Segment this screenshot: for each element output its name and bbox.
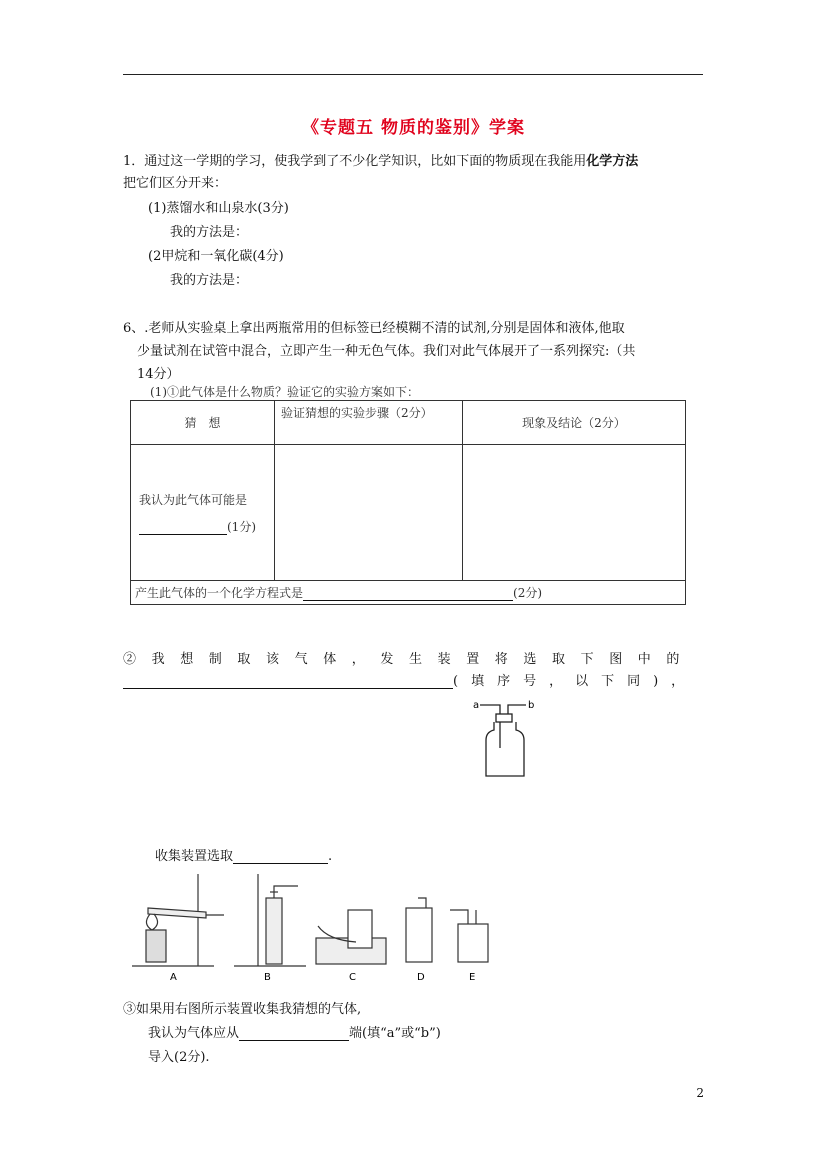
equation-score: (2分) <box>513 586 543 600</box>
apparatus-label-b: B <box>264 972 271 983</box>
q6-sub3-text-b: 端(填“a”或“b”) <box>349 1026 441 1041</box>
q6-sub1: (1)①此气体是什么物质？验证它的实验方案如下： <box>150 385 419 399</box>
bottle-label-b: b <box>528 700 535 711</box>
q6-sub3-line1: ③如果用右图所示装置收集我猜想的气体, <box>123 1002 362 1017</box>
apparatus-diagram <box>128 868 498 984</box>
inlet-blank[interactable] <box>239 1040 349 1041</box>
apparatus-label-c: C <box>349 972 356 983</box>
guess-blank[interactable] <box>139 534 227 535</box>
gas-bottle-diagram <box>470 696 550 782</box>
apparatus-label-e: E <box>469 972 476 983</box>
q6-sub2-line2 <box>123 670 697 689</box>
q6-line1: 6、.老师从实验桌上拿出两瓶常用的但标签已经模糊不清的试剂,分别是固体和液体,他取 <box>123 321 625 336</box>
q6-sub3-text-a: 我认为气体应从 <box>148 1026 240 1041</box>
page-number: 2 <box>696 1086 704 1100</box>
q6-sub3-line2 <box>148 1022 441 1041</box>
q6-sub3-line3: 导入(2分). <box>148 1050 210 1065</box>
table-guess-cell <box>131 445 275 581</box>
q1-text-a: 1．通过这一学期的学习，使我学到了不少化学知识，比如下面的物质现在我能用 <box>123 154 587 169</box>
table-header-result: 现象及结论（2分） <box>463 401 686 445</box>
q1-item2: (2甲烷和一氧化碳(4分) <box>148 249 284 264</box>
q1-method1: 我的方法是： <box>170 225 249 240</box>
collect-line <box>155 845 332 864</box>
collect-text: 收集装置选取 <box>155 849 234 864</box>
q1-line1 <box>123 150 638 169</box>
apparatus-label-d: D <box>417 972 425 983</box>
table-result-cell[interactable] <box>463 445 686 581</box>
guess-score: (1分) <box>227 519 256 534</box>
table-equation-row <box>131 581 686 605</box>
document-title: 《专题五 物质的鉴别》学案 <box>302 118 525 138</box>
collect-blank[interactable] <box>233 863 328 864</box>
header-rule <box>123 74 703 75</box>
apparatus-e <box>450 910 488 962</box>
experiment-table <box>130 400 686 605</box>
q6-sub2-line1: ②我想制取该气体，发生装置将选取下图中的 <box>123 652 696 667</box>
q6-line2: 少量试剂在试管中混合，立即产生一种无色气体。我们对此气体展开了一系列探究:（共 <box>137 344 636 359</box>
apparatus-d <box>406 898 432 962</box>
q6-line3: 14分） <box>137 367 180 382</box>
table-header-steps: 验证猜想的实验步骤（2分） <box>275 401 463 445</box>
equation-text: 产生此气体的一个化学方程式是 <box>135 586 304 600</box>
guess-text: 我认为此气体可能是 <box>139 492 248 507</box>
apparatus-c <box>316 910 386 964</box>
equation-blank[interactable] <box>303 600 513 601</box>
table-header-guess: 猜 想 <box>131 401 275 445</box>
apparatus-b <box>234 874 306 966</box>
q6-sub2-tail: (填序号，以下同)， <box>453 674 698 689</box>
q1-item1: (1)蒸馏水和山泉水(3分) <box>148 201 289 216</box>
generator-blank[interactable] <box>123 672 453 689</box>
q1-line2: 把它们区分开来： <box>123 176 228 191</box>
table-steps-cell[interactable] <box>275 445 463 581</box>
collect-end: . <box>328 849 333 864</box>
bottle-label-a: a <box>473 700 480 711</box>
apparatus-a <box>132 874 224 966</box>
q1-method2: 我的方法是： <box>170 273 249 288</box>
apparatus-label-a: A <box>170 972 177 983</box>
q1-text-bold: 化学方法 <box>586 154 639 169</box>
